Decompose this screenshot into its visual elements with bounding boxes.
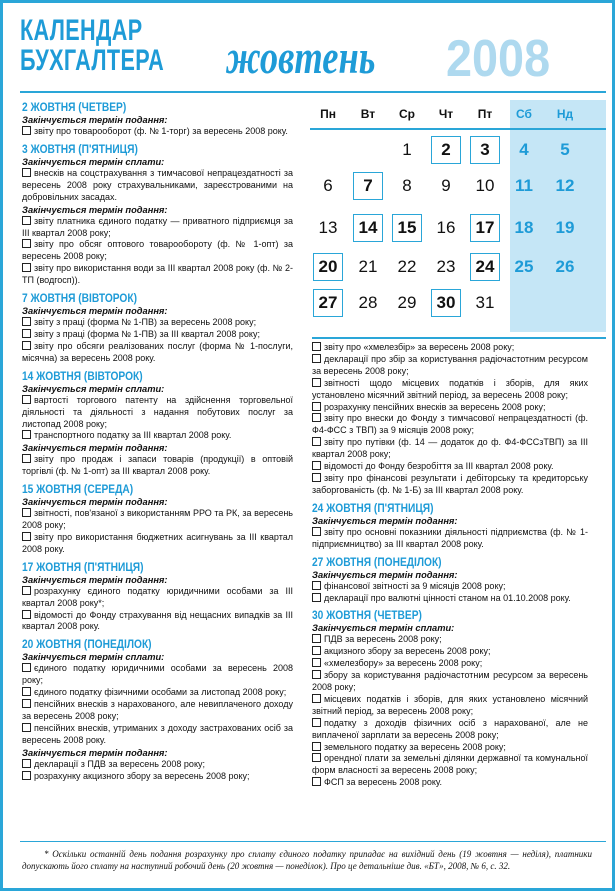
item-text: внесків на соцстрахування з тимчасової непрацездатності за вересень 2008 року страхувальниками, зареєстрованими на добровільних засадах. (22, 167, 293, 202)
header-year: 2008 (446, 30, 551, 88)
checkbox[interactable] (312, 461, 321, 470)
day-cell: 18 (514, 218, 534, 237)
checklist-item (22, 687, 293, 699)
checklist-item (312, 378, 588, 402)
section-date: 17 ЖОВТНЯ (П'ЯТНИЦЯ) (22, 559, 144, 574)
weekday-1: Вт (360, 107, 376, 121)
item-text: розрахунку пенсійних внесків за вересень 2008 року; (324, 401, 546, 412)
day-cell: 19 (555, 218, 575, 237)
day-cell: 27 (313, 289, 343, 317)
group-heading: Закінчується термін подання: (22, 497, 168, 508)
item-text: ФСП за вересень 2008 року. (324, 777, 442, 788)
checkbox[interactable] (312, 658, 321, 667)
checklist-item (22, 216, 293, 240)
day-cell: 8 (402, 176, 412, 195)
checklist-item (312, 634, 588, 646)
checklist-item (312, 753, 588, 777)
checklist-item (22, 239, 293, 263)
item-text: звіту про путівки (ф. 14 — додаток до ф. Ф4-ФССзТВП) за III квартал 2008 року; (312, 437, 588, 460)
item-text: пенсійних внесків з нарахованого, але невиплаченого доходу за вересень 2008 року; (22, 699, 293, 721)
checklist-item (22, 126, 293, 138)
item-text: пенсійних внесків, утриманих з доходу застрахованих осіб за вересень 2008 року. (22, 722, 293, 745)
item-text: єдиного податку фізичними особами за листопад 2008 року; (34, 687, 287, 698)
checklist-item (22, 759, 293, 771)
item-text: звіту про внески до Фонду з тимчасової непрацездатності (ф. Ф4-ФСС з ТВП) за 9 місяців 2008 року; (312, 413, 588, 436)
checkbox[interactable] (22, 508, 31, 517)
checklist-item (312, 593, 588, 605)
checklist-item (22, 168, 293, 204)
day-cell: 5 (560, 140, 570, 159)
checklist-item (22, 454, 293, 478)
checklist-item (312, 658, 588, 670)
checkbox[interactable] (312, 402, 321, 411)
weekday-6: Нд (556, 107, 574, 121)
calendar-divider (312, 337, 606, 339)
group-heading: Закінчується термін подання: (22, 204, 168, 215)
group-heading: Закінчується термін сплати: (22, 383, 165, 394)
checklist-item (22, 329, 293, 341)
checklist-item (22, 395, 293, 431)
section-date: 2 ЖОВТНЯ (ЧЕТВЕР) (22, 100, 127, 114)
deadline-section (312, 608, 588, 789)
checkbox[interactable] (312, 742, 321, 751)
checklist-item (22, 263, 293, 287)
item-text: збору за користування радіочастотним ресурсом за вересень 2008 року; (312, 670, 588, 693)
day-cell: 10 (475, 176, 495, 195)
item-text: звіту про фінансові результати і дебіторську та кредиторську заборгованість (ф. № 1-Б) за III квартал 2008 року. (312, 472, 588, 495)
checklist-item (22, 723, 293, 747)
item-text: звіту про «хмелезбір» за вересень 2008 року; (324, 342, 515, 352)
section-date: 3 ЖОВТНЯ (П'ЯТНИЦЯ) (22, 141, 138, 156)
checklist-item (22, 430, 293, 442)
calendar-header (310, 100, 606, 130)
checkbox[interactable] (312, 473, 321, 482)
day-cell: 25 (514, 257, 534, 276)
group-heading: Закінчується термін подання: (22, 115, 168, 125)
item-text: «хмелезбору» за вересень 2008 року; (324, 658, 483, 669)
deadline-section (22, 142, 293, 287)
day-cell: 17 (470, 214, 500, 242)
deadline-section (312, 555, 588, 605)
item-text: звіту з праці (форма № 1-ПВ) за вересень 2008 року; (34, 317, 257, 328)
item-text: звіту про обсяг оптового товарообороту (ф. № 1-опт) за вересень 2008 року; (22, 239, 293, 262)
item-text: податку з доходів фізичних осіб з нарахованої, але не виплаченої зарплати за вересень 2008 року; (312, 717, 588, 740)
item-text: звіту про використання води за III квартал 2008 року (ф. № 2-ТП (водгосп)). (22, 263, 293, 286)
checkbox[interactable] (312, 593, 321, 602)
checklist-item (312, 527, 588, 551)
item-text: декларації з ПДВ за вересень 2008 року; (34, 758, 205, 769)
item-text: орендної плати за земельні ділянки державної та комунальної форм власності за вересень 2008 року; (312, 753, 588, 776)
deadline-section (22, 369, 293, 478)
day-cell: 16 (436, 218, 456, 237)
checklist-item (22, 610, 293, 634)
checklist-item (22, 532, 293, 556)
checkbox[interactable] (312, 342, 321, 351)
header-line1: КАЛЕНДАР (20, 14, 143, 47)
item-text: звіту про використання бюджетних асигнувань за III квартал 2008 року. (22, 531, 293, 554)
item-text: звіту про обсяги реалізованих послуг (форма № 1-послуги, місячна) за вересень 2008 року. (22, 340, 293, 363)
day-cell: 30 (431, 289, 461, 317)
item-text: звіту про продаж і запаси товарів (продукції) в оптовій торгівлі (ф. № 1-опт) за III квартал 2008 року. (22, 454, 293, 477)
checklist-item (312, 581, 588, 593)
weekday-5: Сб (516, 107, 532, 121)
deadline-section (312, 501, 588, 551)
checklist-item (312, 646, 588, 658)
checklist-item (312, 342, 588, 354)
day-cell: 24 (470, 253, 500, 281)
day-cell: 2 (431, 136, 461, 164)
checkbox[interactable] (22, 532, 31, 541)
deadline-section (22, 100, 293, 138)
checkbox[interactable] (22, 341, 31, 350)
day-cell: 31 (475, 293, 495, 312)
item-text: декларації про валютні цінності станом на 01.10.2008 року. (324, 592, 571, 603)
checklist-item (312, 777, 588, 789)
section-date: 20 ЖОВТНЯ (ПОНЕДІЛОК) (22, 637, 152, 652)
checkbox[interactable] (312, 777, 321, 786)
checklist-item (312, 718, 588, 742)
checklist-item (312, 742, 588, 754)
group-heading: Закінчується термін подання: (22, 306, 168, 317)
checklist-item (312, 473, 588, 497)
checkbox[interactable] (22, 239, 31, 248)
checkbox[interactable] (22, 430, 31, 439)
checklist-item (312, 694, 588, 718)
item-text: ПДВ за вересень 2008 року; (324, 634, 442, 645)
group-heading: Закінчується термін сплати: (312, 623, 455, 634)
item-text: транспортного податку за III квартал 2008 року. (34, 430, 232, 441)
checkbox[interactable] (312, 646, 321, 655)
checkbox[interactable] (22, 263, 31, 272)
deadline-section (22, 291, 293, 365)
day-cell: 13 (318, 218, 338, 237)
item-text: вартості торгового патенту на здійснення торговельної діяльності та діяльності з надання побутових послуг за листопад 2008 року; (22, 394, 293, 429)
checkbox[interactable] (22, 699, 31, 708)
left-column (22, 98, 293, 787)
group-heading: Закінчується термін подання: (22, 747, 168, 758)
item-text: місцевих податків і зборів, для яких установлено місячний звітний період, за вересень 2008 року; (312, 693, 588, 716)
checkbox[interactable] (22, 329, 31, 338)
checkbox[interactable] (312, 753, 321, 762)
group-heading: Закінчується термін подання: (312, 515, 458, 526)
checkbox[interactable] (312, 581, 321, 590)
checklist-item (22, 508, 293, 532)
header-divider (20, 91, 606, 93)
section-date: 27 ЖОВТНЯ (ПОНЕДІЛОК) (312, 554, 442, 569)
deadline-section (22, 637, 293, 782)
day-cell: 9 (441, 176, 451, 195)
checklist-item (312, 413, 588, 437)
item-text: звіту про основні показники діяльності підприємства (ф. № 1-підприємництво) за III квартал 2008 року. (312, 526, 588, 549)
section-date: 24 ЖОВТНЯ (П'ЯТНИЦЯ) (312, 500, 434, 515)
checkbox[interactable] (22, 395, 31, 404)
checkbox[interactable] (22, 168, 31, 177)
checkbox[interactable] (312, 670, 321, 679)
item-text: єдиного податку юридичними особами за вересень 2008 року; (22, 663, 293, 686)
group-heading: Закінчується термін сплати: (22, 156, 165, 167)
section-date: 30 ЖОВТНЯ (ЧЕТВЕР) (312, 608, 422, 623)
section-date: 7 ЖОВТНЯ (ВІВТОРОК) (22, 291, 137, 306)
day-cell: 28 (358, 293, 378, 312)
item-text: звіту платника єдиного податку — приватного підприємця за III квартал 2008 року; (22, 215, 293, 238)
day-cell: 6 (323, 176, 333, 195)
day-cell: 14 (353, 214, 383, 242)
day-cell: 7 (353, 172, 383, 200)
checkbox[interactable] (312, 634, 321, 643)
item-text: земельного податку за вересень 2008 року; (324, 741, 506, 752)
checklist-item (22, 317, 293, 329)
checkbox[interactable] (312, 413, 321, 422)
item-text: декларації про збір за користування радіочастотним ресурсом за вересень 2008 року; (312, 353, 588, 376)
header-line2: БУХГАЛТЕРА (20, 44, 165, 77)
right-column (312, 342, 588, 793)
checklist-item (22, 699, 293, 723)
checkbox[interactable] (22, 723, 31, 732)
section-date: 15 ЖОВТНЯ (СЕРЕДА) (22, 482, 134, 497)
checkbox[interactable] (22, 216, 31, 225)
group-heading: Закінчується термін подання: (312, 569, 458, 580)
checkbox[interactable] (22, 687, 31, 696)
day-cell: 22 (397, 257, 417, 276)
checklist-item (22, 663, 293, 687)
item-text: відомості до Фонду страхування від нещасних випадків за III квартал 2008 року. (22, 609, 293, 632)
day-cell: 3 (470, 136, 500, 164)
header-month: жовтень (226, 31, 376, 84)
item-text: звітності щодо місцевих податків і зборів, для яких установлено місячний звітний період, за вересень 2008 року; (312, 377, 588, 400)
checkbox[interactable] (22, 663, 31, 672)
checklist-item (312, 354, 588, 378)
day-cell: 20 (313, 253, 343, 281)
weekday-3: Чт (438, 107, 454, 121)
day-cell: 23 (436, 257, 456, 276)
checklist-item (22, 771, 293, 783)
item-text: звіту з праці (форма № 1-ПВ) за III квартал 2008 року; (34, 328, 260, 339)
weekday-2: Ср (399, 107, 415, 121)
section-date: 14 ЖОВТНЯ (ВІВТОРОК) (22, 368, 143, 383)
checklist-item (312, 402, 588, 414)
footnote: * Оскільки останній день подання розрахунку про сплату єдиного податку припадає на вихідний день (19 жовтня — неділя), платники допускають його сплату на наступний робочий день (20 жовтня — понеділок). Про це детальніше див. «БТ», 2008, № 6, с. 32. (22, 849, 592, 871)
checkbox[interactable] (22, 126, 31, 135)
day-cell: 11 (515, 176, 533, 195)
checkbox[interactable] (312, 378, 321, 387)
item-text: фінансової звітності за 9 місяців 2008 року; (324, 580, 506, 591)
weekday-4: Пт (477, 107, 493, 121)
checklist-item (22, 586, 293, 610)
checkbox[interactable] (312, 694, 321, 703)
checkbox[interactable] (22, 610, 31, 619)
item-text: розрахунку єдиного податку юридичними особами за III квартал 2008 року*; (22, 585, 293, 608)
checkbox[interactable] (312, 354, 321, 363)
day-cell: 15 (392, 214, 422, 242)
footer-divider (20, 841, 606, 842)
checkbox[interactable] (22, 586, 31, 595)
item-text: звіту про товарооборот (ф. № 1-торг) за вересень 2008 року. (34, 126, 288, 136)
deadline-section (22, 482, 293, 556)
group-heading: Закінчується термін сплати: (22, 652, 165, 663)
day-cell: 4 (519, 140, 529, 159)
checkbox[interactable] (312, 437, 321, 446)
checklist-item (312, 437, 588, 461)
day-cell: 29 (397, 293, 417, 312)
day-cell: 12 (555, 176, 575, 195)
checkbox[interactable] (22, 317, 31, 326)
checklist-item (22, 341, 293, 365)
deadline-section (22, 560, 293, 634)
checkbox[interactable] (22, 771, 31, 780)
checklist-item (312, 461, 588, 473)
day-cell: 21 (358, 257, 378, 276)
checkbox[interactable] (312, 718, 321, 727)
checkbox[interactable] (22, 454, 31, 463)
item-text: відомості до Фонду безробіття за III квартал 2008 року. (324, 461, 554, 472)
group-heading: Закінчується термін подання: (22, 574, 168, 585)
day-cell: 26 (555, 257, 575, 276)
calendar (310, 100, 606, 332)
item-text: звітності, пов'язаної з використанням РРО та РК, за вересень 2008 року; (22, 508, 293, 531)
day-cell: 1 (402, 140, 412, 159)
item-text: розрахунку акцизного збору за вересень 2008 року; (34, 770, 250, 781)
item-text: акцизного збору за вересень 2008 року; (324, 646, 491, 657)
weekday-0: Пн (320, 107, 336, 121)
deadline-section (312, 342, 588, 497)
checkbox[interactable] (22, 759, 31, 768)
group-heading: Закінчується термін подання: (22, 443, 168, 454)
checklist-item (312, 670, 588, 694)
checkbox[interactable] (312, 527, 321, 536)
